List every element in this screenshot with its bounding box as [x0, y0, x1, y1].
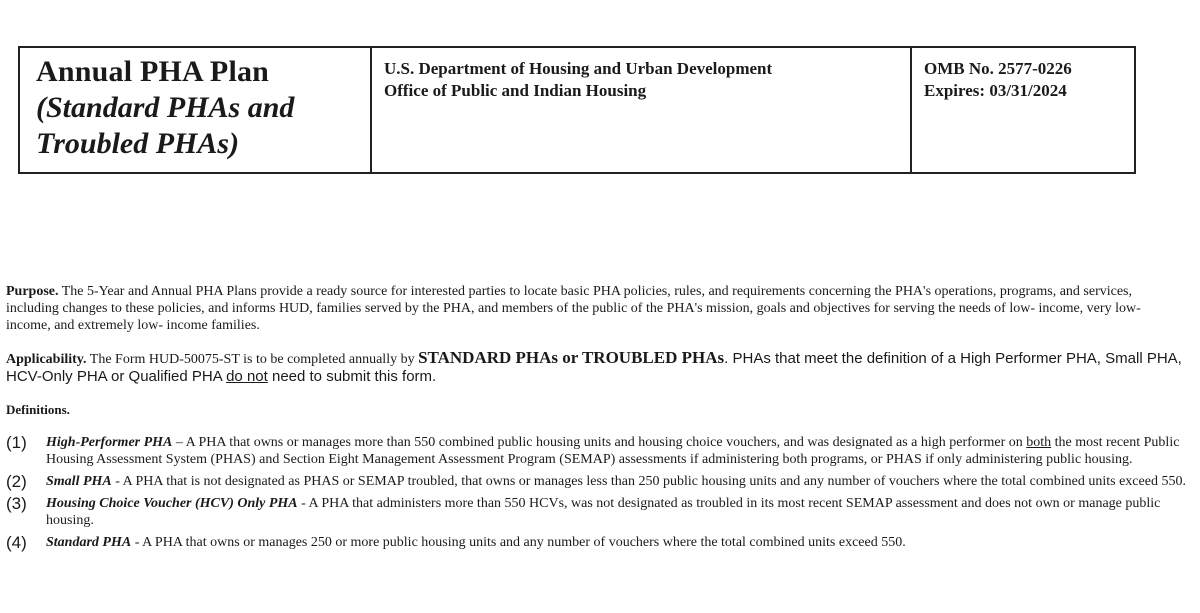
- definitions-list: [6, 434, 1186, 551]
- definitions-heading: Definitions.: [6, 402, 70, 417]
- department-name: U.S. Department of Housing and Urban Development: [384, 59, 773, 78]
- purpose-label: Purpose.: [6, 284, 59, 299]
- definition-body: [46, 473, 1186, 490]
- definition-term: High-Performer PHA: [46, 435, 173, 450]
- definition-body: [46, 534, 1186, 551]
- definition-separator: -: [297, 496, 309, 511]
- office-name: Office of Public and Indian Housing: [384, 81, 647, 100]
- definition-item: [6, 434, 1186, 468]
- definition-item: [6, 495, 1186, 529]
- form-subtitle-line2: Troubled PHAs): [36, 127, 240, 160]
- omb-cell: [912, 48, 1134, 172]
- form-subtitle-line1: (Standard PHAs and: [36, 91, 295, 124]
- form-header-table: [18, 46, 1136, 174]
- definition-body: [46, 434, 1186, 468]
- applicability-label: Applicability.: [6, 352, 87, 367]
- definition-separator: -: [111, 474, 123, 489]
- definition-text-a: A PHA that owns or manages more than 550 combined public housing units and housing choice vouchers, and was designated as a high performer on: [185, 435, 1027, 450]
- definition-item: [6, 473, 1186, 490]
- definition-text-a: A PHA that is not designated as PHAS or SEMAP troubled, that owns or manages less than 250 public housing units and any number of vouchers where the total combined units exceed 550.: [122, 474, 1186, 489]
- applicability-underlined: do not: [226, 368, 268, 385]
- omb-number: OMB No. 2577-0226: [924, 59, 1072, 78]
- definition-text-a: A PHA that administers more than 550 HCVs, was not designated as troubled in its most recent SEMAP assessment and does not own or manage public housing.: [46, 496, 1161, 528]
- definition-separator: –: [172, 435, 186, 450]
- definition-term: Small PHA: [46, 474, 112, 489]
- form-title: Annual PHA Plan: [36, 55, 270, 88]
- definition-separator: -: [131, 535, 143, 550]
- definition-term: Housing Choice Voucher (HCV) Only PHA: [46, 496, 298, 511]
- definition-text-b: the most recent Public Housing Assessment System (PHAS) and Section Eight Management Assessment Program (SEMAP) assessments if administering both programs, or PHAS if only administering public housing.: [46, 435, 1180, 467]
- applicability-text-c: need to submit this form.: [267, 368, 437, 385]
- definition-item: [6, 534, 1186, 551]
- definition-term: Standard PHA: [46, 535, 132, 550]
- definition-number: (4): [6, 533, 27, 552]
- definition-number: (3): [6, 494, 27, 513]
- purpose-text: The 5-Year and Annual PHA Plans provide a ready source for interested parties to locate basic PHA policies, rules, and requirements concerning the PHA's operations, programs, and services, including changes to these policies, and informs HUD, families served by the PHA, and members of the public of the PHA's mission, goals and objectives for serving the needs of low- income, very low- income, and extremely low- income families.: [6, 284, 1141, 333]
- agency-cell: [372, 48, 912, 172]
- instructions-body: [6, 283, 1186, 556]
- definition-underlined: both: [1026, 435, 1052, 450]
- definition-number: (2): [6, 472, 27, 491]
- definition-number: (1): [6, 433, 27, 452]
- form-title-cell: [20, 48, 372, 172]
- applicability-text-a: The Form HUD-50075-ST is to be completed annually by: [86, 352, 419, 367]
- purpose-paragraph: [6, 283, 1186, 334]
- definition-text-a: A PHA that owns or manages 250 or more public housing units and any number of vouchers where the total combined units exceed 550.: [142, 535, 906, 550]
- definition-body: [46, 495, 1186, 529]
- expiration-date: Expires: 03/31/2024: [924, 81, 1067, 100]
- applicability-paragraph: [6, 349, 1186, 386]
- applicability-text-b: . PHAs that meet the definition of a High Performer PHA, Small PHA, HCV-Only PHA or Qualified PHA: [6, 350, 1182, 385]
- applicability-bold-phrase: STANDARD PHAs or TROUBLED PHAs: [418, 348, 725, 367]
